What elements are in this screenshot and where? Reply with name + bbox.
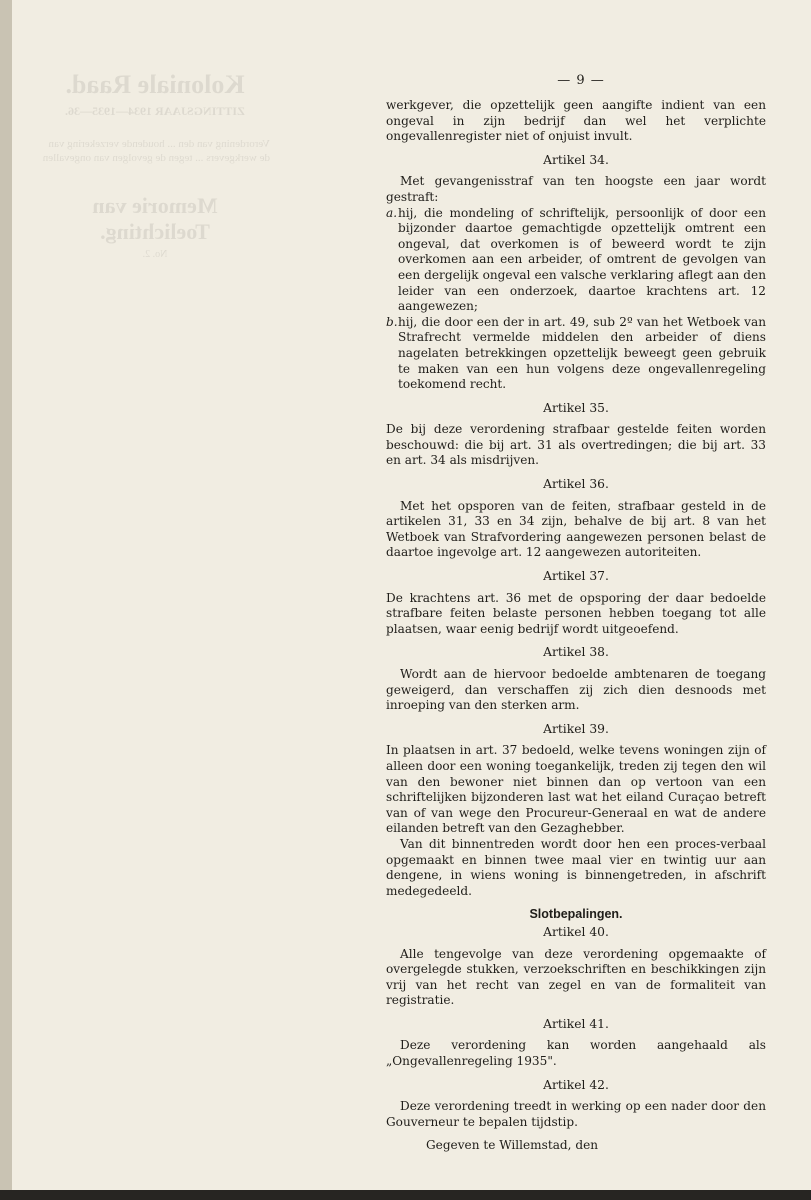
item-marker: a. xyxy=(386,205,398,220)
article-42-heading: Artikel 42. xyxy=(543,1077,609,1092)
bleed-number: No. 2. xyxy=(142,249,168,260)
article-35-heading: Artikel 35. xyxy=(543,400,609,415)
article-39-heading: Artikel 39. xyxy=(543,721,609,736)
article-39-text-2: Van dit binnentreden wordt door hen een proces-verbaal opgemaakt en binnen twee maal vier en twintig uur aan dengene, in wiens woning is binnengetreden, in afschrift medegedeeld. xyxy=(386,836,766,898)
article-39-text-1: In plaatsen in art. 37 bedoeld, welke tevens woningen zijn of alleen door een woning toegankelijk, treden zij tegen den wil van den bewoner niet binnen dan op vertoon van een schriftelijken bijzonderen last wat het eiland Curaçao betreft van of van wege den Procureur-Generaal en wat de andere eilanden betreft van den Gezaghebber. xyxy=(386,743,766,836)
page-edge-shadow xyxy=(0,0,12,1200)
bleed-intro: Verordening van den ... houdende verzekering van de werkgevers ... tegen de gevolgen van ongevallen xyxy=(42,138,270,164)
article-34-item-a xyxy=(386,206,766,315)
article-36-heading: Artikel 36. xyxy=(543,477,609,492)
article-36-text: Met het opsporen van de feiten, strafbaar gesteld in de artikelen 31, 33 en 34 zijn, behalve de bij art. 8 van het Wetboek van Strafvordering aangewezen personen belast de daartoe ingevolge art. 12 aangewezen autoriteiten. xyxy=(386,498,766,560)
article-34-item-b xyxy=(386,315,766,393)
article-34-heading: Artikel 34. xyxy=(543,152,609,167)
bottom-scan-edge xyxy=(0,1190,811,1200)
item-text: hij, die door een der in art. 49, sub 2º van het Wetboek van Strafrecht vermelde middelen den arbeider of diens nagelaten betrekkingen opzettelijk beweegt geen gebruik te maken van een hun volgens deze ongevallenregeling toekomend recht. xyxy=(398,314,766,392)
article-38-text: Wordt aan de hiervoor bedoelde ambtenaren de toegang geweigerd, dan verschaffen zij zich dien desnoods met inroeping van den sterken arm. xyxy=(386,667,766,713)
item-marker: b. xyxy=(386,314,398,329)
article-42-text: Deze verordening treedt in werking op een nader door den Gouverneur te bepalen tijdstip. xyxy=(386,1099,766,1129)
article-40-text: Alle tengevolge van deze verordening opgemaakte of overgelegde stukken, verzoekschriften en beschikkingen zijn vrij van het recht van zegel en van de formaliteit van registratie. xyxy=(386,946,766,1008)
article-37-heading: Artikel 37. xyxy=(543,569,609,584)
lead-paragraph: werkgever, die opzettelijk geen aangifte indient van een ongeval in zijn bedrijf dan wel het verplichte ongevallenregister niet of onjuist invult. xyxy=(386,98,766,144)
bleed-heading: Memorie van Toelichting. xyxy=(92,193,218,244)
article-40-heading: Artikel 40. xyxy=(543,924,609,939)
article-41-heading: Artikel 41. xyxy=(543,1016,609,1031)
article-38-heading: Artikel 38. xyxy=(543,645,609,660)
article-37-text: De krachtens art. 36 met de opsporing der daar bedoelde strafbare feiten belaste personen hebben toegang tot alle plaatsen, waar eenig bedrijf wordt uitgeoefend. xyxy=(386,590,766,636)
article-34-intro: Met gevangenisstraf van ten hoogste een jaar wordt gestraft: xyxy=(386,174,766,204)
slotbepalingen-title: Slotbepalingen. xyxy=(529,907,623,922)
bleed-through-text xyxy=(40,70,270,260)
article-35-text: De bij deze verordening strafbaar gestelde feiten worden beschouwd: die bij art. 31 als overtredingen; die bij art. 33 en art. 34 als misdrijven. xyxy=(386,422,766,468)
item-text: hij, die mondeling of schriftelijk, persoonlijk of door een bijzonder daartoe gemachtigde opzettelijk omtrent een ongeval, dat overkomen is of beweerd wordt te zijn overkomen aan een arbeider, of omtrent de gevolgen van een dergelijk ongeval een valsche verklaring aflegt aan den leider van een onderzoek, daartoe krachtens art. 12 aangewezen; xyxy=(398,205,766,314)
closing-line: Gegeven te Willemstad, den xyxy=(426,1138,599,1153)
document-body xyxy=(386,98,766,1154)
page-number: — 9 — xyxy=(557,73,605,88)
bleed-title: Koloniale Raad. xyxy=(65,70,245,99)
article-41-text: Deze verordening kan worden aangehaald als „Ongevallenregeling 1935". xyxy=(386,1038,766,1069)
bleed-session: ZITTINGSJAAR 1934—1935—36. xyxy=(64,104,246,118)
